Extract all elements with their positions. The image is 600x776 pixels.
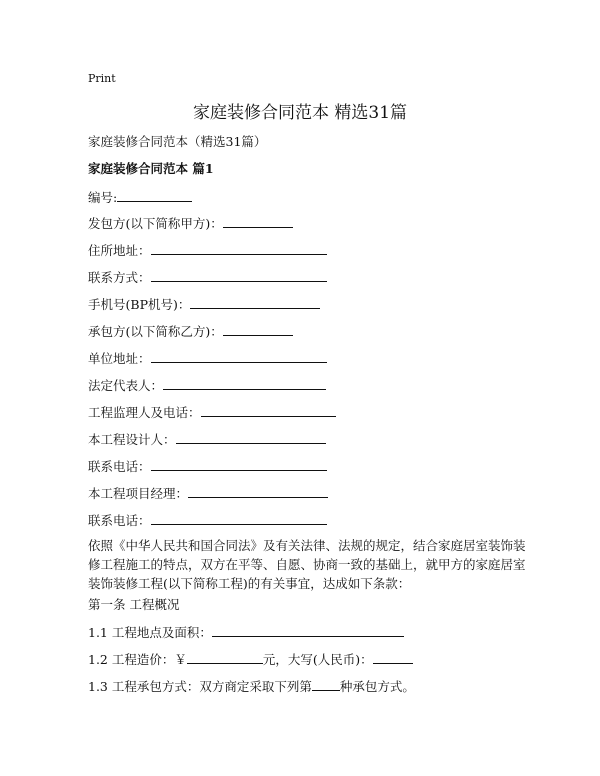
field-phone-1-blank [151, 458, 327, 471]
article-1-heading: 第一条 工程概况 [88, 597, 180, 612]
field-contact-method [88, 269, 327, 286]
clause-1-3-label-a: 1.3 工程承包方式：双方商定采取下列第 [88, 679, 312, 694]
field-supervisor-blank [201, 404, 336, 417]
intro-paragraph: 依照《中华人民共和国合同法》及有关法律、法规的规定，结合家庭居室装饰装修工程施工的特点，双方在平等、自愿、协商一致的基础上，就甲方的家庭居室装饰装修工程(以下简称工程)的有关事宜，达成如下条款： [88, 538, 526, 591]
section-heading: 家庭装修合同范本 篇1 [88, 161, 214, 176]
print-label[interactable]: Print [88, 72, 116, 85]
field-supervisor [88, 404, 336, 421]
document-subtitle: 家庭装修合同范本（精选31篇） [88, 134, 267, 149]
clause-1-1-label: 1.1 工程地点及面积： [88, 625, 212, 640]
clause-1-3-label-b: 种承包方式。 [339, 679, 415, 694]
field-designer [88, 431, 326, 448]
field-contractor-b-label: 承包方(以下简称乙方)： [88, 324, 223, 339]
field-contractor-b-blank [223, 323, 293, 336]
field-manager [88, 485, 328, 502]
field-phone-2-blank [151, 512, 327, 525]
field-number [88, 189, 192, 206]
clause-1-2-blank-words [373, 651, 413, 664]
clause-1-3 [88, 678, 415, 695]
field-address-label: 住所地址： [88, 243, 151, 258]
field-contractor-a-label: 发包方(以下简称甲方)： [88, 216, 223, 231]
field-phone-2 [88, 512, 327, 529]
field-number-blank [117, 189, 192, 202]
field-number-label: 编号: [88, 190, 118, 205]
clause-1-3-blank [312, 678, 340, 691]
clause-1-2-label-b: 元，大写(人民币)： [262, 652, 373, 667]
field-contractor-b [88, 323, 293, 340]
field-mobile-label: 手机号(BP机号)： [88, 297, 191, 312]
field-manager-label: 本工程项目经理： [88, 486, 189, 501]
clause-1-2-blank-amount [187, 651, 263, 664]
field-contact-method-blank [151, 269, 327, 282]
field-manager-blank [188, 485, 328, 498]
field-designer-label: 本工程设计人： [88, 432, 176, 447]
clause-1-2-label-a: 1.2 工程造价：￥ [88, 652, 187, 667]
clause-1-1 [88, 624, 404, 641]
field-unit-address-blank [151, 350, 327, 363]
field-legal-rep [88, 377, 326, 394]
field-unit-address [88, 350, 327, 367]
clause-1-2 [88, 651, 413, 668]
field-contact-method-label: 联系方式： [88, 270, 151, 285]
field-address [88, 242, 327, 259]
field-mobile-blank [190, 296, 320, 309]
field-contractor-a-blank [223, 215, 293, 228]
field-legal-rep-label: 法定代表人： [88, 378, 164, 393]
document-title: 家庭装修合同范本 精选31篇 [192, 103, 408, 123]
field-phone-1 [88, 458, 327, 475]
field-phone-1-label: 联系电话： [88, 459, 151, 474]
field-designer-blank [176, 431, 326, 444]
field-phone-2-label: 联系电话： [88, 513, 151, 528]
field-address-blank [151, 242, 327, 255]
field-contractor-a [88, 215, 293, 232]
field-legal-rep-blank [163, 377, 326, 390]
field-mobile [88, 296, 320, 313]
field-unit-address-label: 单位地址： [88, 351, 151, 366]
clause-1-1-blank [212, 624, 404, 637]
field-supervisor-label: 工程监理人及电话： [88, 405, 201, 420]
